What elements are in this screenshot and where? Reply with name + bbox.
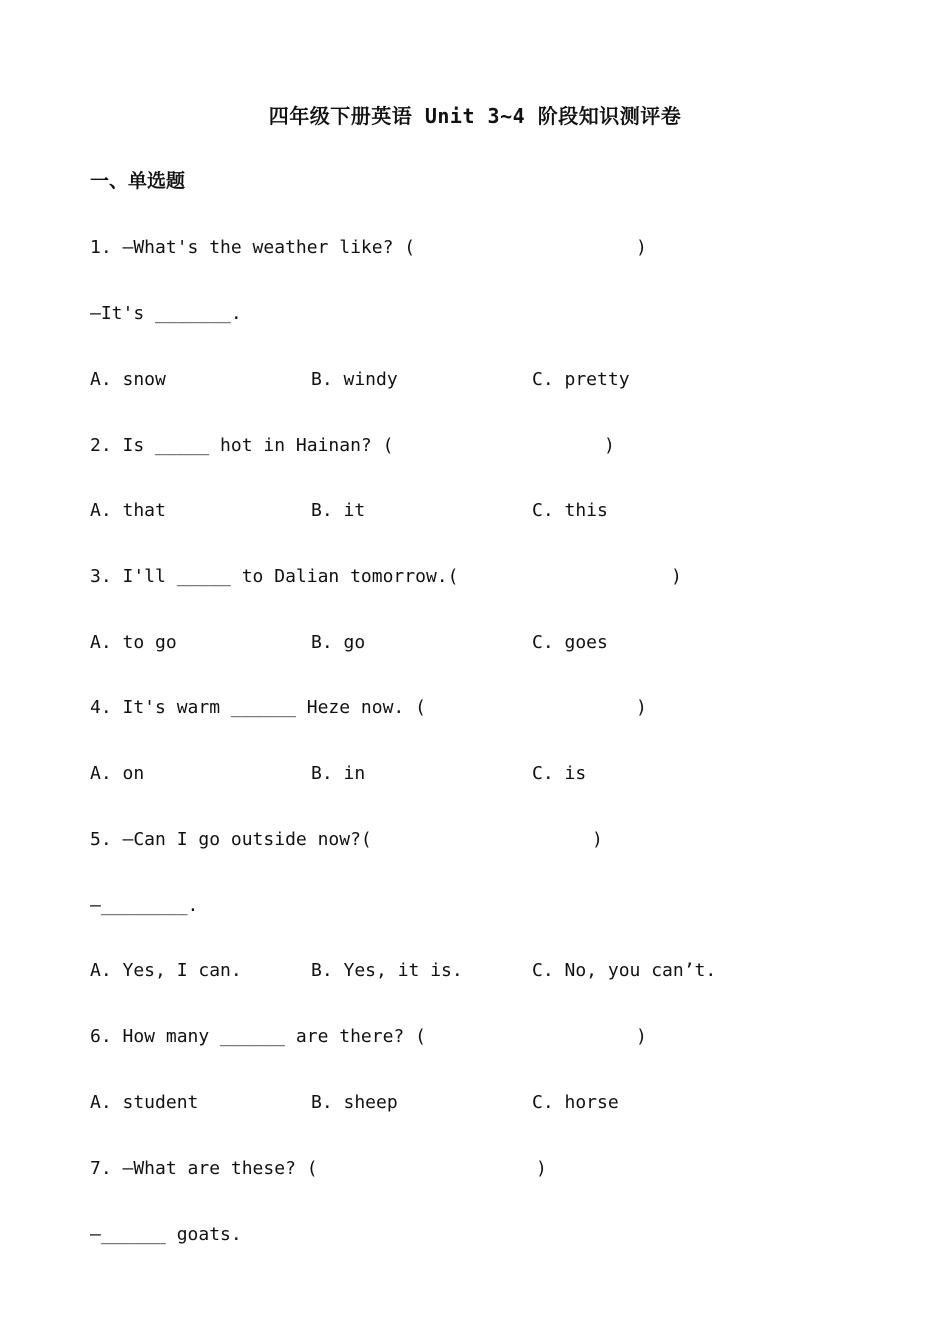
question-5-option-b[interactable]: B. Yes, it is. [311,960,463,981]
question-6-option-c[interactable]: C. horse [532,1092,619,1113]
question-1-prompt: —It's _______. [90,303,242,324]
question-2-stem: 2. Is _____ hot in Hainan? ( [90,435,394,456]
page-title: 四年级下册英语 Unit 3~4 阶段知识测评卷 [268,104,682,128]
question-6-answer-paren[interactable]: ) [636,1026,647,1047]
question-1-option-c[interactable]: C. pretty [532,369,630,390]
question-5-stem: 5. —Can I go outside now?( [90,829,372,850]
question-6-stem: 6. How many ______ are there? ( [90,1026,426,1047]
question-4-option-c[interactable]: C. is [532,763,587,784]
question-3-option-b[interactable]: B. go [311,632,366,653]
question-2-answer-paren[interactable]: ) [604,435,615,456]
question-5-answer-paren[interactable]: ) [592,829,603,850]
question-6-option-b[interactable]: B. sheep [311,1092,398,1113]
question-4-answer-paren[interactable]: ) [636,697,647,718]
question-1-stem: 1. —What's the weather like? ( [90,237,416,258]
question-2-option-a[interactable]: A. that [90,500,166,521]
question-3-answer-paren[interactable]: ) [671,566,682,587]
section-heading: 一、单选题 [90,170,186,192]
question-7-prompt: —______ goats. [90,1224,242,1245]
question-3-stem: 3. I'll _____ to Dalian tomorrow.( [90,566,459,587]
question-3-option-a[interactable]: A. to go [90,632,177,653]
question-1-answer-paren[interactable]: ) [636,237,647,258]
question-4-stem: 4. It's warm ______ Heze now. ( [90,697,426,718]
question-6-option-a[interactable]: A. student [90,1092,199,1113]
question-5-option-c[interactable]: C. No, you can’t. [532,960,717,981]
question-7-stem: 7. —What are these? ( [90,1158,318,1179]
question-2-option-b[interactable]: B. it [311,500,366,521]
question-3-option-c[interactable]: C. goes [532,632,608,653]
question-7-answer-paren[interactable]: ) [536,1158,547,1179]
question-5-option-a[interactable]: A. Yes, I can. [90,960,242,981]
question-4-option-a[interactable]: A. on [90,763,145,784]
question-5-prompt: —________. [90,895,199,916]
question-4-option-b[interactable]: B. in [311,763,366,784]
question-1-option-a[interactable]: A. snow [90,369,166,390]
question-1-option-b[interactable]: B. windy [311,369,398,390]
question-2-option-c[interactable]: C. this [532,500,608,521]
